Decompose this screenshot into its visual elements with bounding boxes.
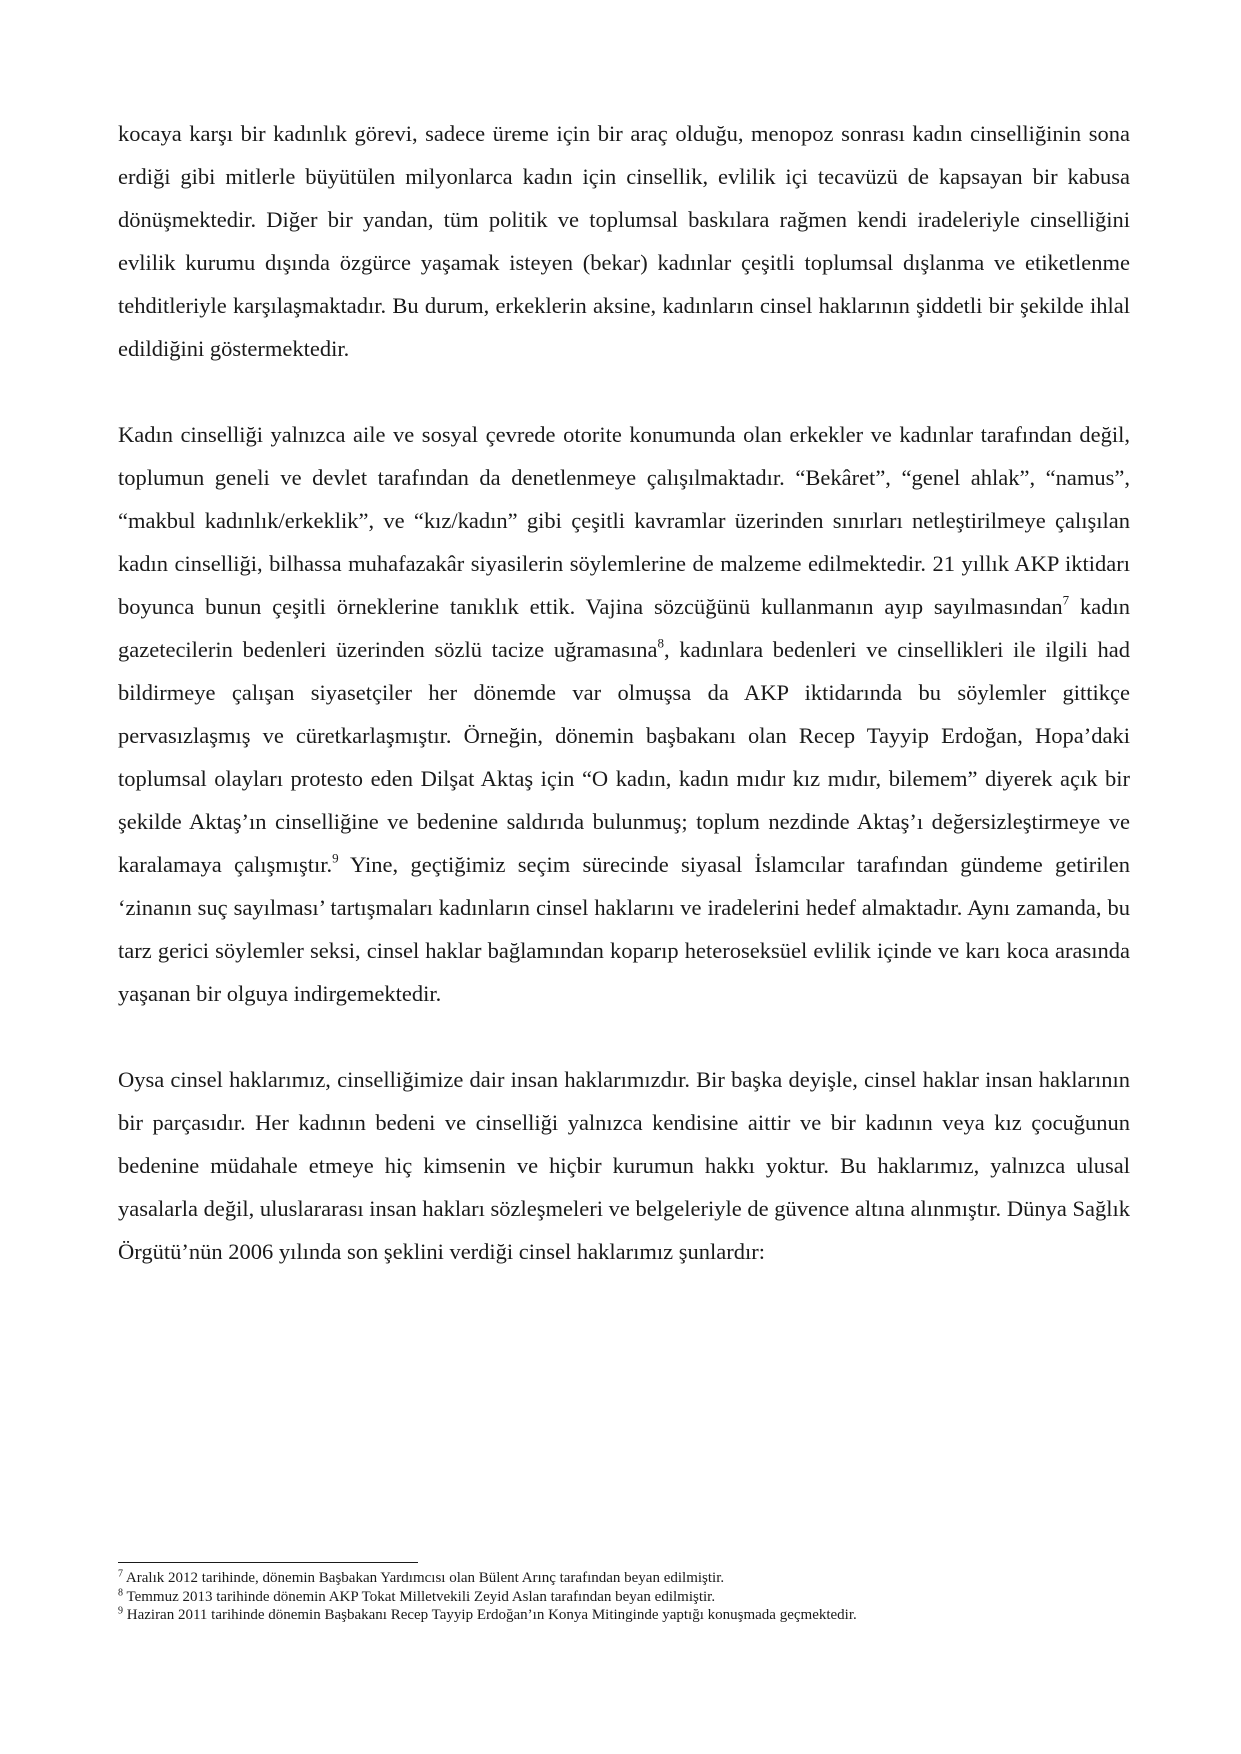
footnote-ref-8[interactable]: 8 [657, 635, 665, 651]
document-body [118, 112, 1130, 1273]
footnote-number: 9 [118, 1605, 123, 1617]
footnote-number: 8 [118, 1587, 123, 1598]
paragraph-3 [118, 1058, 1130, 1273]
paragraph-2-text-c: , kadınlara bedenleri ve cinsellikleri ile ilgili had bildirmeye çalışan siyasetçiler her dönemde var olmuşsa da AKP iktidarında bu söylemler gittikçe pervasızlaşmış ve cüretkarlaşmıştır. Örneğin, dönemin başbakanı olan Recep Tayyip Erdoğan, Hopa’daki toplumsal olayları protesto eden Dilşat Aktaş için “O kadın, kadın mıdır kız mıdır, bilemem” diyerek açık bir şekilde Aktaş’ın cinselliğine ve bedenine saldırıda bulunmuş; toplum nezdinde Aktaş’ı değersizleştirmeye ve karalamaya çalışmıştır. [118, 637, 1131, 877]
paragraph-2-text-b: kadın gazetecilerin bedenleri üzerinden sözlü tacize uğramasına [118, 594, 1130, 662]
paragraph-1 [118, 112, 1130, 370]
paragraph-2-text-a: Kadın cinselliği yalnızca aile ve sosyal çevrede otorite konumunda olan erkekler ve kadınlar tarafından değil, toplumun geneli ve devlet tarafından da denetlenmeye çalışılmaktadır. “Bekâret”, “genel ahlak”, “namus”, “makbul kadınlık/erkeklik”, ve “kız/kadın” gibi çeşitli kavramlar üzerinden sınırları netleştirilmeye çalışılan kadın cinselliği, bilhassa muhafazakâr siyasilerin söylemlerine de malzeme edilmektedir. 21 yıllık AKP iktidarı boyunca bunun çeşitli örneklerine tanıklık ettik. Vajina sözcüğünü kullanmanın ayıp sayılmasından [118, 422, 1130, 619]
footnote-divider [118, 1562, 418, 1563]
footnote-text: Haziran 2011 tarihinde dönemin Başbakanı Recep Tayyip Erdoğan’ın Konya Mitinginde yaptığı konuşmada geçmektedir. [123, 1607, 857, 1623]
footnote-7 [118, 1569, 1130, 1588]
footnote-text: Temmuz 2013 tarihinde dönemin AKP Tokat Milletvekili Zeyid Aslan tarafından beyan edilmiştir. [123, 1588, 716, 1605]
footnotes-section [118, 1562, 1130, 1625]
paragraph-1-text: kocaya karşı bir kadınlık görevi, sadece üreme için bir araç olduğu, menopoz sonrası kadın cinselliğinin sona erdiği gibi mitlerle büyütülen milyonlarca kadın için cinsellik, evlilik içi tecavüzü de kapsayan bir kabusa dönüşmektedir. Diğer bir yandan, tüm politik ve toplumsal baskılara rağmen kendi iradeleriyle cinselliğini evlilik kurumu dışında özgürce yaşamak isteyen (bekar) kadınlar çeşitli toplumsal dışlanma ve etiketlenme tehditleriyle karşılaşmaktadır. Bu durum, erkeklerin aksine, kadınların cinsel haklarının şiddetli bir şekilde ihlal edildiğini göstermektedir. [118, 121, 1130, 361]
paragraph-3-text: Oysa cinsel haklarımız, cinselliğimize dair insan haklarımızdır. Bir başka deyişle, cinsel haklar insan haklarının bir parçasıdır. Her kadının bedeni ve cinselliği yalnızca kendisine aittir ve bir kadının veya kız çocuğunun bedenine müdahale etmeye hiç kimsenin ve hiçbir kurumun hakkı yoktur. Bu haklarımız, yalnızca ulusal yasalarla değil, uluslararası insan hakları sözleşmeleri ve belgeleriyle de güvence altına alınmıştır. Dünya Sağlık Örgütü’nün 2006 yılında son şeklini verdiği cinsel haklarımız şunlardır: [118, 1067, 1130, 1264]
footnote-ref-7[interactable]: 7 [1062, 592, 1070, 608]
footnote-ref-9[interactable]: 9 [332, 850, 339, 866]
footnote-number: 7 [118, 1568, 123, 1580]
footnote-8 [118, 1588, 1130, 1607]
paragraph-2-text-d: Yine, geçtiğimiz seçim sürecinde siyasal İslamcılar tarafından gündeme getirilen ‘zinanın suç sayılması’ tartışmaları kadınların cinsel haklarını ve iradelerini hedef almaktadır. Aynı zamanda, bu tarz gerici söylemler seksi, cinsel haklar bağlamından koparıp heteroseksüel evlilik içinde ve karı koca arasında yaşanan bir olguya indirgemektedir. [118, 852, 1131, 1006]
footnote-9 [118, 1606, 1130, 1625]
footnote-text: Aralık 2012 tarihinde, dönemin Başbakan Yardımcısı olan Bülent Arınç tarafından beyan edilmiştir. [123, 1570, 725, 1586]
paragraph-2 [118, 413, 1130, 1015]
